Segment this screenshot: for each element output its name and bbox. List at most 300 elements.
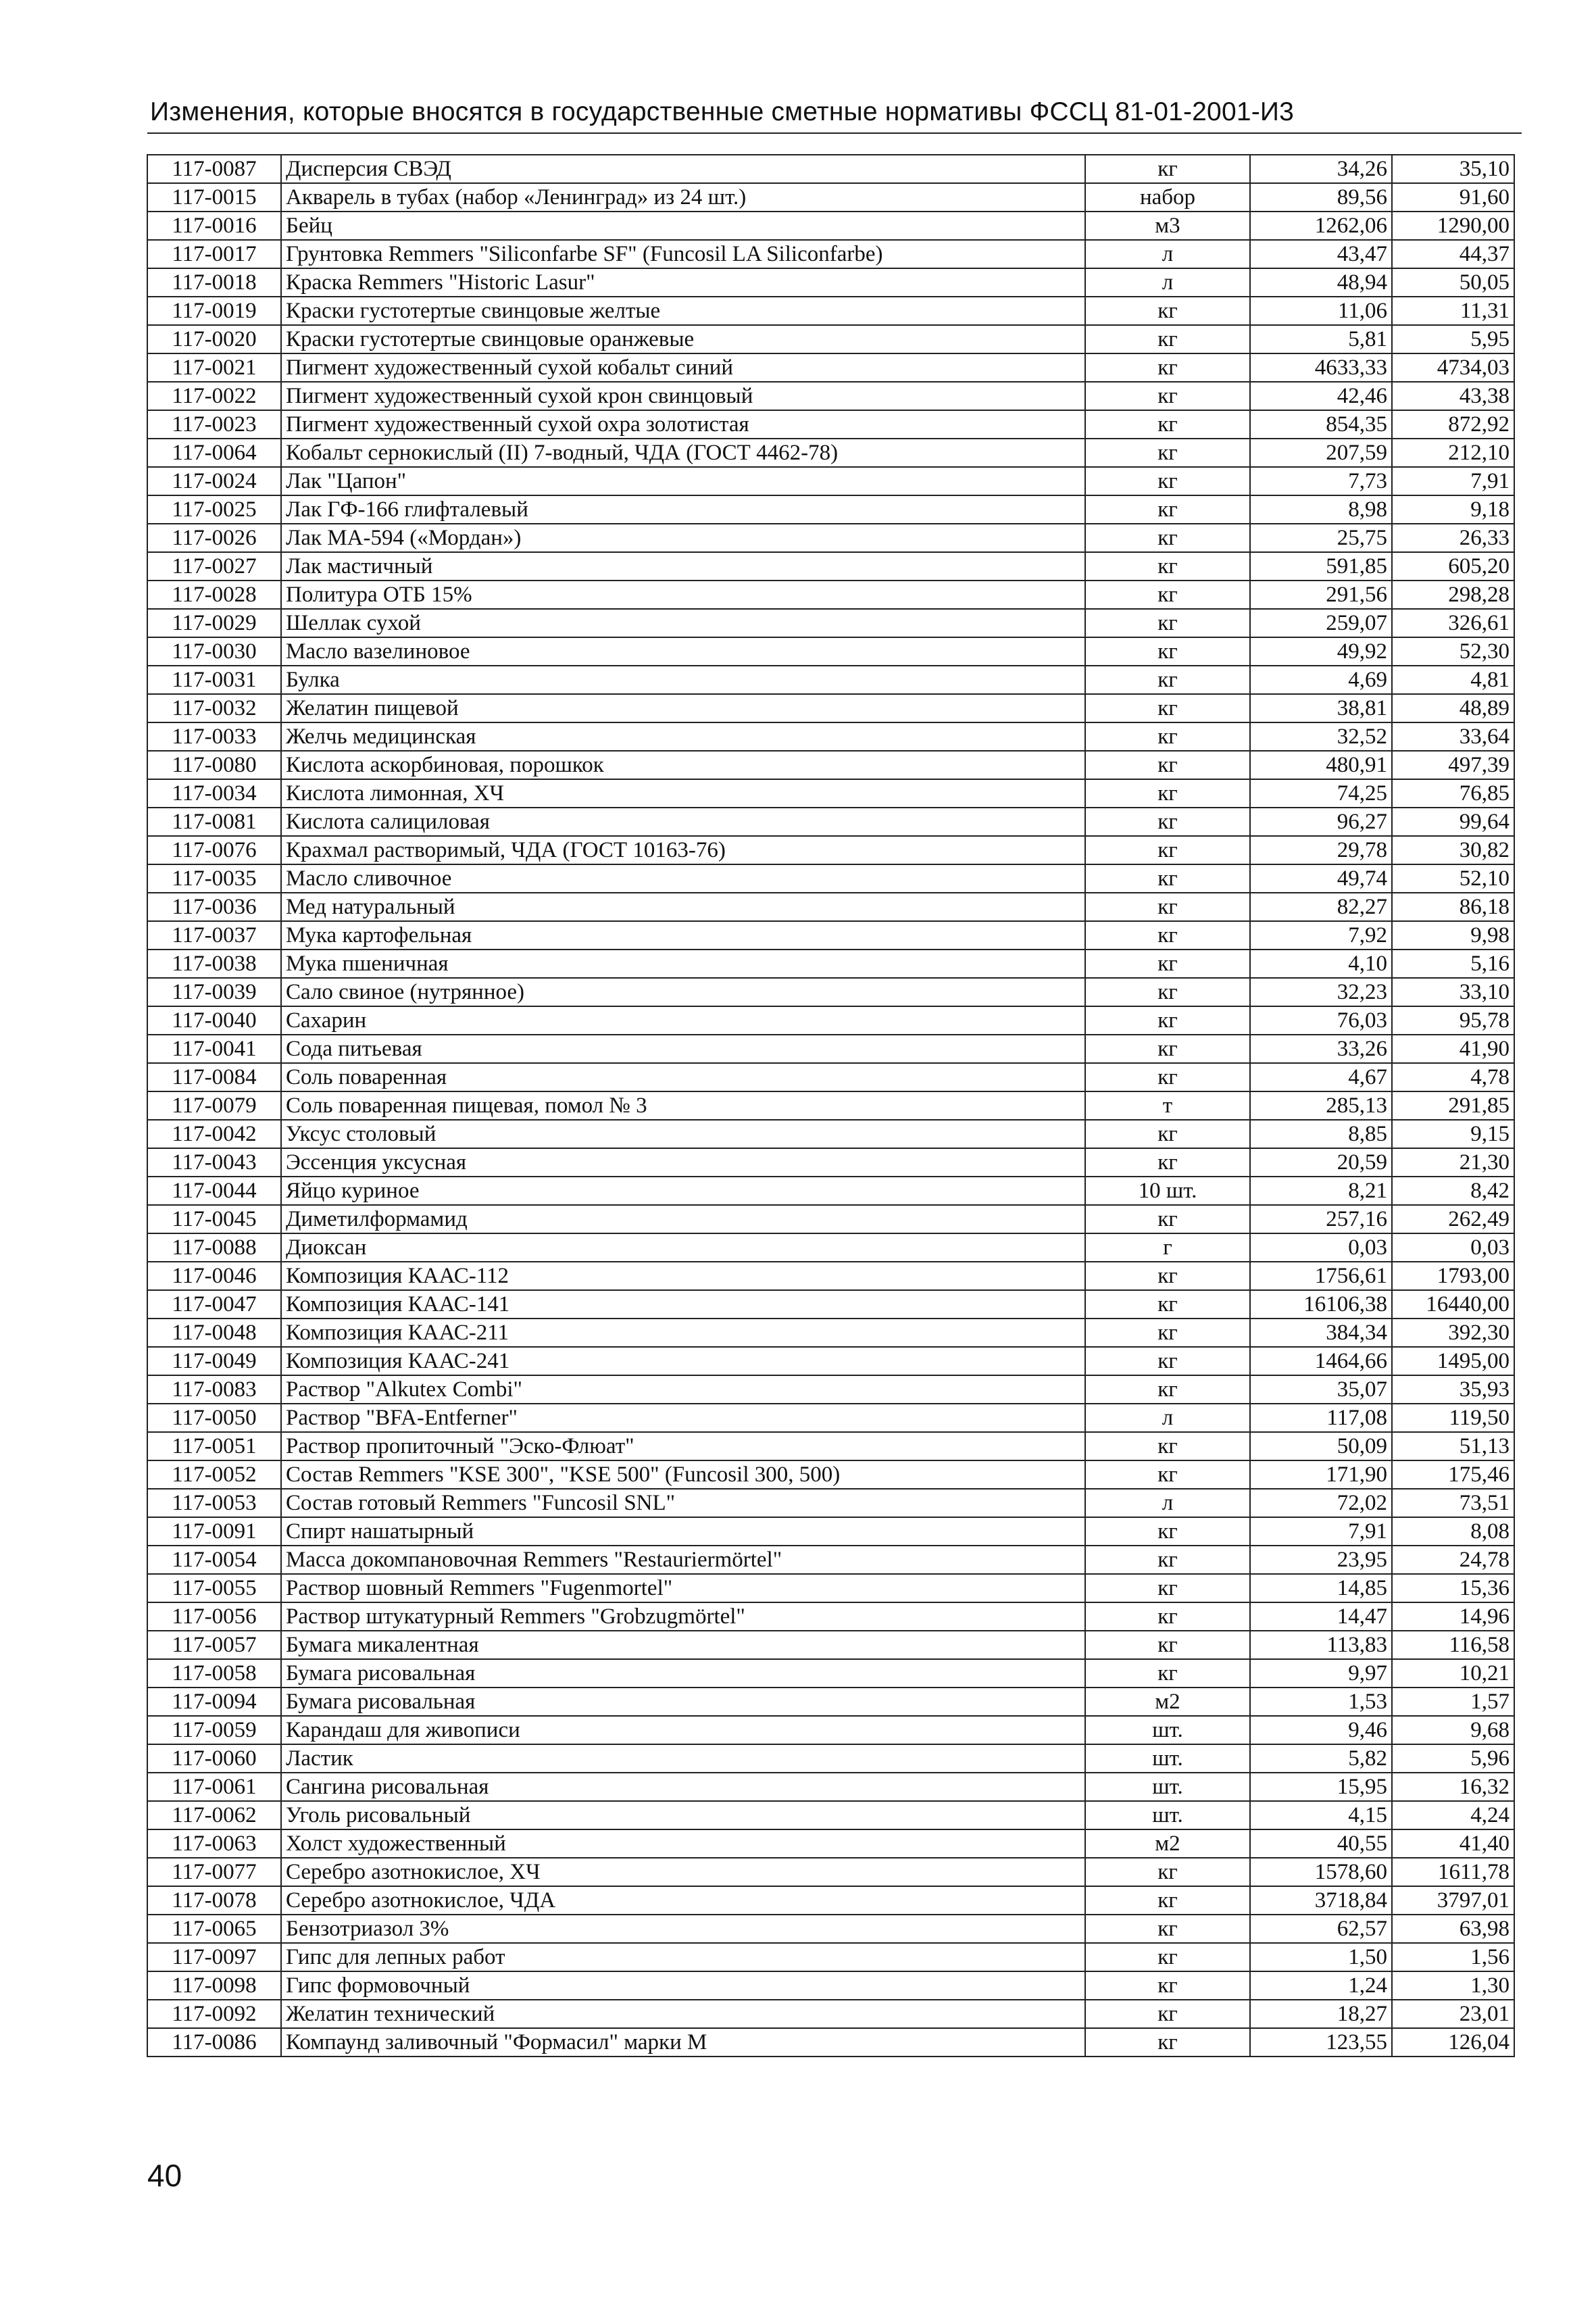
table-cell-code: 117-0098 [147,1971,281,2000]
table-cell-code: 117-0063 [147,1829,281,1858]
table-cell-name: Яйцо куриное [281,1177,1085,1205]
table-cell-price-new: 872,92 [1392,410,1514,439]
table-row [147,864,1514,893]
table-cell-unit: г [1085,1233,1250,1262]
table-row [147,1631,1514,1659]
table-cell-price-new: 24,78 [1392,1546,1514,1574]
table-cell-unit: кг [1085,1546,1250,1574]
table-cell-price-new: 1495,00 [1392,1347,1514,1375]
table-row [147,1148,1514,1177]
table-cell-price-new: 298,28 [1392,581,1514,609]
table-cell-unit: кг [1085,1347,1250,1375]
table-cell-unit: кг [1085,581,1250,609]
table-cell-name: Бумага рисовальная [281,1688,1085,1716]
table-cell-price-new: 26,33 [1392,524,1514,552]
table-cell-code: 117-0048 [147,1319,281,1347]
table-cell-name: Бумага рисовальная [281,1659,1085,1688]
table-cell-name: Лак МА-594 («Мордан») [281,524,1085,552]
table-cell-code: 117-0065 [147,1915,281,1943]
table-cell-price-old: 9,97 [1250,1659,1392,1688]
table-cell-name: Желатин технический [281,2000,1085,2028]
table-cell-code: 117-0056 [147,1602,281,1631]
table-cell-price-old: 207,59 [1250,439,1392,467]
table-cell-unit: кг [1085,410,1250,439]
table-cell-price-old: 591,85 [1250,552,1392,581]
table-row [147,2028,1514,2057]
table-cell-price-new: 4,78 [1392,1063,1514,1091]
table-cell-price-new: 175,46 [1392,1460,1514,1489]
table-cell-price-new: 4,24 [1392,1801,1514,1829]
table-cell-code: 117-0016 [147,212,281,240]
table-cell-code: 117-0022 [147,382,281,410]
table-row [147,240,1514,268]
table-cell-unit: кг [1085,524,1250,552]
table-cell-unit: набор [1085,183,1250,212]
table-cell-price-new: 33,10 [1392,978,1514,1006]
table-cell-price-new: 43,38 [1392,382,1514,410]
table-cell-price-old: 1578,60 [1250,1858,1392,1886]
table-cell-name: Соль поваренная [281,1063,1085,1091]
table-cell-unit: кг [1085,921,1250,950]
table-cell-price-old: 89,56 [1250,183,1392,212]
table-row [147,1404,1514,1432]
table-cell-name: Ластик [281,1744,1085,1773]
table-cell-name: Масса докомпановочная Remmers "Restauriermörtel" [281,1546,1085,1574]
table-row [147,1091,1514,1120]
table-cell-code: 117-0053 [147,1489,281,1517]
table-cell-unit: кг [1085,1659,1250,1688]
table-cell-price-new: 95,78 [1392,1006,1514,1035]
table-cell-price-old: 49,92 [1250,637,1392,666]
table-cell-name: Бейц [281,212,1085,240]
table-cell-name: Желчь медицинская [281,722,1085,751]
table-cell-code: 117-0027 [147,552,281,581]
table-row [147,467,1514,495]
table-cell-price-new: 99,64 [1392,808,1514,836]
table-cell-price-new: 1,56 [1392,1943,1514,1971]
table-cell-name: Краски густотертые свинцовые желтые [281,297,1085,325]
table-cell-unit: кг [1085,1120,1250,1148]
table-cell-name: Политура ОТБ 15% [281,581,1085,609]
table-cell-name: Спирт нашатырный [281,1517,1085,1546]
table-cell-unit: кг [1085,297,1250,325]
table-row [147,1375,1514,1404]
table-cell-price-new: 44,37 [1392,240,1514,268]
table-cell-name: Дисперсия СВЭД [281,155,1085,183]
table-cell-price-old: 32,23 [1250,978,1392,1006]
table-cell-name: Серебро азотнокислое, ХЧ [281,1858,1085,1886]
table-row [147,325,1514,353]
table-cell-unit: шт. [1085,1716,1250,1744]
table-cell-code: 117-0049 [147,1347,281,1375]
table-cell-price-new: 51,13 [1392,1432,1514,1460]
table-cell-price-new: 52,30 [1392,637,1514,666]
table-cell-price-old: 43,47 [1250,240,1392,268]
table-cell-price-new: 48,89 [1392,694,1514,722]
table-cell-price-new: 0,03 [1392,1233,1514,1262]
table-cell-unit: л [1085,1404,1250,1432]
table-row [147,297,1514,325]
table-cell-price-new: 91,60 [1392,183,1514,212]
table-row [147,808,1514,836]
table-cell-unit: кг [1085,893,1250,921]
table-cell-price-new: 9,15 [1392,1120,1514,1148]
table-cell-name: Пигмент художественный сухой охра золотистая [281,410,1085,439]
table-row [147,1716,1514,1744]
table-row [147,694,1514,722]
page-header-title: Изменения, которые вносятся в государственные сметные нормативы ФССЦ 81-01-2001-И3 [150,97,1295,126]
table-row [147,1801,1514,1829]
table-row [147,637,1514,666]
table-row [147,1432,1514,1460]
table-cell-price-old: 1,53 [1250,1688,1392,1716]
table-cell-price-old: 96,27 [1250,808,1392,836]
table-cell-price-old: 34,26 [1250,155,1392,183]
table-row [147,1517,1514,1546]
table-cell-code: 117-0062 [147,1801,281,1829]
table-row [147,1943,1514,1971]
table-cell-code: 117-0037 [147,921,281,950]
table-cell-price-new: 9,18 [1392,495,1514,524]
table-cell-unit: кг [1085,1375,1250,1404]
table-cell-price-new: 119,50 [1392,1404,1514,1432]
table-cell-price-old: 7,92 [1250,921,1392,950]
table-cell-price-old: 40,55 [1250,1829,1392,1858]
table-row [147,1035,1514,1063]
table-cell-price-old: 48,94 [1250,268,1392,297]
table-row [147,581,1514,609]
table-cell-price-old: 32,52 [1250,722,1392,751]
table-row [147,1063,1514,1091]
table-cell-code: 117-0091 [147,1517,281,1546]
table-cell-code: 117-0045 [147,1205,281,1233]
table-cell-name: Краска Remmers "Historic Lasur" [281,268,1085,297]
table-cell-price-old: 291,56 [1250,581,1392,609]
table-cell-unit: кг [1085,1432,1250,1460]
table-cell-price-new: 497,39 [1392,751,1514,779]
table-cell-code: 117-0057 [147,1631,281,1659]
table-cell-unit: кг [1085,694,1250,722]
table-cell-code: 117-0030 [147,637,281,666]
table-cell-unit: м2 [1085,1829,1250,1858]
table-cell-code: 117-0043 [147,1148,281,1177]
table-cell-name: Раствор "Alkutex Combi" [281,1375,1085,1404]
table-row [147,524,1514,552]
table-cell-price-old: 4,69 [1250,666,1392,694]
table-cell-price-old: 50,09 [1250,1432,1392,1460]
table-cell-code: 117-0064 [147,439,281,467]
table-cell-price-old: 9,46 [1250,1716,1392,1744]
table-cell-code: 117-0060 [147,1744,281,1773]
table-cell-unit: кг [1085,2000,1250,2028]
table-cell-name: Кобальт сернокислый (II) 7-водный, ЧДА (ГОСТ 4462-78) [281,439,1085,467]
table-row [147,1858,1514,1886]
table-cell-price-new: 1,57 [1392,1688,1514,1716]
table-row [147,1915,1514,1943]
table-row [147,1744,1514,1773]
table-cell-unit: л [1085,268,1250,297]
table-cell-unit: кг [1085,1971,1250,2000]
table-cell-name: Грунтовка Remmers "Siliconfarbe SF" (Funcosil LA Siliconfarbe) [281,240,1085,268]
table-cell-unit: кг [1085,439,1250,467]
table-row [147,722,1514,751]
table-cell-name: Диоксан [281,1233,1085,1262]
table-cell-price-new: 76,85 [1392,779,1514,808]
table-cell-name: Уксус столовый [281,1120,1085,1148]
table-cell-price-new: 9,98 [1392,921,1514,950]
table-cell-name: Диметилформамид [281,1205,1085,1233]
table-row [147,1290,1514,1319]
table-cell-price-old: 1,50 [1250,1943,1392,1971]
table-cell-unit: кг [1085,1063,1250,1091]
table-cell-price-new: 4,81 [1392,666,1514,694]
table-cell-code: 117-0033 [147,722,281,751]
table-cell-code: 117-0076 [147,836,281,864]
table-cell-price-new: 1290,00 [1392,212,1514,240]
table-row [147,1829,1514,1858]
table-cell-name: Раствор штукатурный Remmers "Grobzugmörtel" [281,1602,1085,1631]
table-cell-name: Лак мастичный [281,552,1085,581]
table-cell-unit: кг [1085,1886,1250,1915]
table-row [147,1120,1514,1148]
table-cell-code: 117-0015 [147,183,281,212]
table-row [147,751,1514,779]
table-row [147,1688,1514,1716]
table-cell-name: Сало свиное (нутрянное) [281,978,1085,1006]
table-cell-unit: кг [1085,666,1250,694]
table-row [147,779,1514,808]
table-cell-code: 117-0039 [147,978,281,1006]
table-cell-price-old: 38,81 [1250,694,1392,722]
table-row [147,1773,1514,1801]
table-cell-name: Раствор шовный Remmers "Fugenmortel" [281,1574,1085,1602]
table-row [147,495,1514,524]
table-cell-code: 117-0058 [147,1659,281,1688]
table-cell-unit: кг [1085,1148,1250,1177]
table-cell-price-new: 16,32 [1392,1773,1514,1801]
table-cell-name: Сангина рисовальная [281,1773,1085,1801]
table-cell-unit: кг [1085,467,1250,495]
table-cell-code: 117-0081 [147,808,281,836]
table-cell-price-old: 5,81 [1250,325,1392,353]
table-cell-price-old: 4633,33 [1250,353,1392,382]
table-cell-price-new: 8,42 [1392,1177,1514,1205]
table-cell-price-new: 52,10 [1392,864,1514,893]
table-cell-name: Шеллак сухой [281,609,1085,637]
table-cell-price-old: 14,85 [1250,1574,1392,1602]
table-row [147,1886,1514,1915]
table-cell-unit: л [1085,1489,1250,1517]
table-cell-code: 117-0026 [147,524,281,552]
table-cell-name: Композиция КААС-141 [281,1290,1085,1319]
price-table [147,154,1515,2057]
table-cell-price-old: 18,27 [1250,2000,1392,2028]
table-cell-price-new: 326,61 [1392,609,1514,637]
table-cell-unit: кг [1085,950,1250,978]
table-cell-price-old: 62,57 [1250,1915,1392,1943]
table-cell-price-old: 16106,38 [1250,1290,1392,1319]
table-cell-price-old: 15,95 [1250,1773,1392,1801]
table-cell-price-new: 86,18 [1392,893,1514,921]
table-cell-price-new: 41,90 [1392,1035,1514,1063]
table-cell-unit: кг [1085,808,1250,836]
table-cell-price-old: 20,59 [1250,1148,1392,1177]
table-cell-price-new: 1,30 [1392,1971,1514,2000]
table-row [147,439,1514,467]
table-cell-price-old: 1,24 [1250,1971,1392,2000]
table-cell-unit: кг [1085,1943,1250,1971]
table-cell-unit: м2 [1085,1688,1250,1716]
table-cell-price-new: 41,40 [1392,1829,1514,1858]
table-cell-code: 117-0036 [147,893,281,921]
table-cell-name: Холст художественный [281,1829,1085,1858]
table-cell-unit: кг [1085,552,1250,581]
table-cell-code: 117-0051 [147,1432,281,1460]
table-cell-unit: кг [1085,836,1250,864]
table-cell-price-old: 480,91 [1250,751,1392,779]
table-cell-price-new: 392,30 [1392,1319,1514,1347]
table-row [147,353,1514,382]
table-row [147,609,1514,637]
table-cell-price-old: 117,08 [1250,1404,1392,1432]
table-cell-price-old: 49,74 [1250,864,1392,893]
table-cell-price-new: 9,68 [1392,1716,1514,1744]
table-cell-price-old: 0,03 [1250,1233,1392,1262]
table-cell-code: 117-0078 [147,1886,281,1915]
table-cell-price-old: 1262,06 [1250,212,1392,240]
table-cell-unit: шт. [1085,1744,1250,1773]
table-cell-price-new: 262,49 [1392,1205,1514,1233]
table-cell-unit: кг [1085,1035,1250,1063]
table-cell-code: 117-0059 [147,1716,281,1744]
table-cell-name: Серебро азотнокислое, ЧДА [281,1886,1085,1915]
table-cell-price-new: 605,20 [1392,552,1514,581]
table-cell-code: 117-0097 [147,1943,281,1971]
table-cell-price-old: 123,55 [1250,2028,1392,2057]
table-cell-price-new: 14,96 [1392,1602,1514,1631]
table-cell-code: 117-0040 [147,1006,281,1035]
table-cell-price-old: 23,95 [1250,1546,1392,1574]
table-row [147,666,1514,694]
page-number: 40 [147,2158,182,2193]
table-cell-price-old: 259,07 [1250,609,1392,637]
table-cell-code: 117-0094 [147,1688,281,1716]
table-cell-price-new: 21,30 [1392,1148,1514,1177]
table-cell-name: Уголь рисовальный [281,1801,1085,1829]
table-cell-price-old: 5,82 [1250,1744,1392,1773]
table-cell-price-new: 291,85 [1392,1091,1514,1120]
table-cell-unit: шт. [1085,1801,1250,1829]
table-cell-name: Кислота салициловая [281,808,1085,836]
table-cell-price-old: 8,98 [1250,495,1392,524]
table-cell-name: Состав Remmers "KSE 300", "KSE 500" (Funcosil 300, 500) [281,1460,1085,1489]
table-cell-price-old: 76,03 [1250,1006,1392,1035]
table-cell-unit: кг [1085,1006,1250,1035]
table-row [147,1602,1514,1631]
table-cell-code: 117-0025 [147,495,281,524]
table-row [147,1347,1514,1375]
table-cell-name: Пигмент художественный сухой кобальт синий [281,353,1085,382]
table-row [147,978,1514,1006]
table-cell-unit: кг [1085,609,1250,637]
table-cell-unit: кг [1085,779,1250,808]
table-cell-code: 117-0038 [147,950,281,978]
table-cell-price-new: 30,82 [1392,836,1514,864]
table-cell-name: Мука пшеничная [281,950,1085,978]
table-cell-price-new: 5,95 [1392,325,1514,353]
table-row [147,183,1514,212]
table-cell-code: 117-0020 [147,325,281,353]
table-cell-code: 117-0047 [147,1290,281,1319]
table-cell-price-old: 7,91 [1250,1517,1392,1546]
table-cell-unit: кг [1085,1858,1250,1886]
header-divider [147,132,1522,134]
table-cell-name: Бензотриазол 3% [281,1915,1085,1943]
table-cell-name: Гипс для лепных работ [281,1943,1085,1971]
table-cell-code: 117-0061 [147,1773,281,1801]
table-cell-price-old: 8,85 [1250,1120,1392,1148]
table-cell-code: 117-0034 [147,779,281,808]
table-cell-code: 117-0031 [147,666,281,694]
table-cell-code: 117-0024 [147,467,281,495]
table-cell-name: Акварель в тубах (набор «Ленинград» из 24 шт.) [281,183,1085,212]
table-cell-price-old: 113,83 [1250,1631,1392,1659]
table-cell-name: Сахарин [281,1006,1085,1035]
table-cell-unit: кг [1085,155,1250,183]
table-cell-price-new: 5,96 [1392,1744,1514,1773]
table-cell-name: Карандаш для живописи [281,1716,1085,1744]
table-cell-price-old: 11,06 [1250,297,1392,325]
table-cell-price-new: 3797,01 [1392,1886,1514,1915]
table-cell-code: 117-0018 [147,268,281,297]
table-cell-code: 117-0042 [147,1120,281,1148]
table-cell-unit: кг [1085,1262,1250,1290]
table-cell-unit: кг [1085,1460,1250,1489]
table-cell-unit: кг [1085,751,1250,779]
table-cell-unit: кг [1085,1915,1250,1943]
table-cell-unit: кг [1085,1319,1250,1347]
table-cell-code: 117-0088 [147,1233,281,1262]
table-cell-price-old: 33,26 [1250,1035,1392,1063]
table-cell-price-old: 1464,66 [1250,1347,1392,1375]
table-cell-price-old: 171,90 [1250,1460,1392,1489]
table-cell-price-new: 73,51 [1392,1489,1514,1517]
table-cell-price-old: 42,46 [1250,382,1392,410]
table-cell-code: 117-0084 [147,1063,281,1091]
table-cell-unit: т [1085,1091,1250,1120]
table-cell-price-old: 1756,61 [1250,1262,1392,1290]
table-cell-price-new: 8,08 [1392,1517,1514,1546]
table-cell-price-new: 10,21 [1392,1659,1514,1688]
table-cell-code: 117-0017 [147,240,281,268]
table-cell-name: Пигмент художественный сухой крон свинцовый [281,382,1085,410]
table-cell-price-new: 126,04 [1392,2028,1514,2057]
table-cell-code: 117-0086 [147,2028,281,2057]
table-row [147,1971,1514,2000]
table-cell-code: 117-0023 [147,410,281,439]
table-cell-unit: 10 шт. [1085,1177,1250,1205]
table-cell-code: 117-0029 [147,609,281,637]
table-cell-price-new: 116,58 [1392,1631,1514,1659]
price-table-body [147,155,1514,2057]
table-cell-unit: л [1085,240,1250,268]
table-cell-price-new: 33,64 [1392,722,1514,751]
table-cell-code: 117-0035 [147,864,281,893]
table-cell-price-new: 16440,00 [1392,1290,1514,1319]
table-cell-name: Эссенция уксусная [281,1148,1085,1177]
table-cell-name: Краски густотертые свинцовые оранжевые [281,325,1085,353]
table-cell-unit: кг [1085,1574,1250,1602]
